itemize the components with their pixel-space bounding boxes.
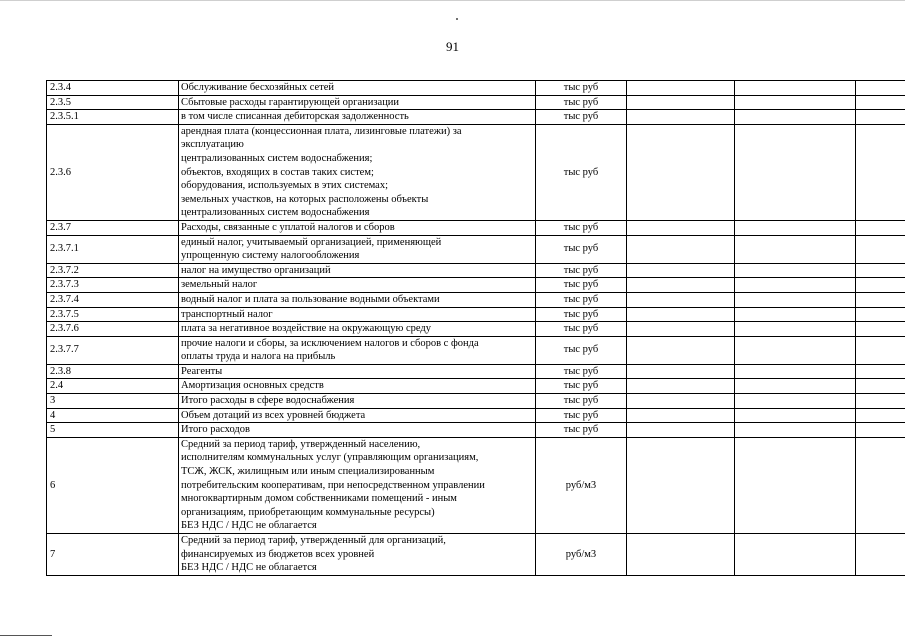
value-cell [735, 394, 856, 409]
row-number-cell: 2.3.7.5 [47, 307, 179, 322]
item-name-cell: земельный налог [179, 278, 536, 293]
unit-cell: тыс руб [536, 235, 627, 263]
unit-cell: тыс руб [536, 81, 627, 96]
row-number-cell: 2.3.7.4 [47, 292, 179, 307]
unit-cell: тыс руб [536, 336, 627, 364]
unit-cell: тыс руб [536, 423, 627, 438]
value-cell [856, 379, 905, 394]
table-row [47, 322, 905, 337]
value-cell [856, 423, 905, 438]
unit-cell: тыс руб [536, 124, 627, 220]
value-cell [735, 235, 856, 263]
row-number-cell: 2.3.7.1 [47, 235, 179, 263]
value-cell [627, 423, 735, 438]
value-cell [627, 307, 735, 322]
unit-cell: тыс руб [536, 95, 627, 110]
row-number-cell: 4 [47, 408, 179, 423]
value-cell [735, 95, 856, 110]
value-cell [856, 95, 905, 110]
row-number-cell: 2.3.7 [47, 220, 179, 235]
table-row [47, 379, 905, 394]
item-name-cell: Средний за период тариф, утвержденный для организаций, финансируемых из бюджетов всех уровней БЕЗ НДС / НДС не облагается [179, 534, 536, 576]
row-number-cell: 2.3.7.2 [47, 263, 179, 278]
row-number-cell: 6 [47, 437, 179, 533]
row-number-cell: 2.3.6 [47, 124, 179, 220]
table-row [47, 110, 905, 125]
value-cell [627, 263, 735, 278]
value-cell [735, 220, 856, 235]
table-row [47, 534, 905, 576]
row-number-cell: 2.3.5 [47, 95, 179, 110]
row-number-cell: 2.3.4 [47, 81, 179, 96]
value-cell [627, 235, 735, 263]
row-number-cell: 2.3.7.7 [47, 336, 179, 364]
unit-cell: тыс руб [536, 263, 627, 278]
item-name-cell: Сбытовые расходы гарантирующей организации [179, 95, 536, 110]
value-cell [627, 110, 735, 125]
value-cell [735, 408, 856, 423]
value-cell [856, 220, 905, 235]
unit-cell: тыс руб [536, 307, 627, 322]
value-cell [627, 364, 735, 379]
value-cell [627, 220, 735, 235]
table-row [47, 263, 905, 278]
value-cell [627, 437, 735, 533]
table-row [47, 235, 905, 263]
page-number: 91 [446, 39, 459, 54]
table-row [47, 437, 905, 533]
value-cell [735, 110, 856, 125]
unit-cell: тыс руб [536, 379, 627, 394]
value-cell [627, 95, 735, 110]
value-cell [856, 292, 905, 307]
value-cell [627, 278, 735, 293]
table-row [47, 336, 905, 364]
item-name-cell: Итого расходов [179, 423, 536, 438]
value-cell [627, 534, 735, 576]
item-name-cell: арендная плата (концессионная плата, лизинговые платежи) за эксплуатацию централизованных систем водоснабжения; объектов, входящих в состав таких систем; оборудования, используемых в этих системах; земельных участков, на которых расположены объекты централизованных систем водоснабжения [179, 124, 536, 220]
value-cell [735, 263, 856, 278]
item-name-cell: транспортный налог [179, 307, 536, 322]
table-row [47, 124, 905, 220]
item-name-cell: водный налог и плата за пользование водными объектами [179, 292, 536, 307]
unit-cell: тыс руб [536, 394, 627, 409]
value-cell [627, 322, 735, 337]
value-cell [735, 379, 856, 394]
data-table [46, 80, 905, 576]
scan-artifact [456, 18, 458, 20]
table-row [47, 220, 905, 235]
row-number-cell: 2.3.7.6 [47, 322, 179, 337]
value-cell [735, 278, 856, 293]
value-cell [856, 364, 905, 379]
value-cell [627, 336, 735, 364]
unit-cell: тыс руб [536, 364, 627, 379]
value-cell [627, 81, 735, 96]
row-number-cell: 3 [47, 394, 179, 409]
table-row [47, 95, 905, 110]
value-cell [735, 81, 856, 96]
value-cell [856, 322, 905, 337]
value-cell [735, 292, 856, 307]
value-cell [856, 408, 905, 423]
value-cell [856, 307, 905, 322]
item-name-cell: Обслуживание бесхозяйных сетей [179, 81, 536, 96]
value-cell [856, 534, 905, 576]
value-cell [735, 534, 856, 576]
table-row [47, 423, 905, 438]
row-number-cell: 2.3.7.3 [47, 278, 179, 293]
value-cell [856, 235, 905, 263]
item-name-cell: плата за негативное воздействие на окружающую среду [179, 322, 536, 337]
unit-cell: тыс руб [536, 220, 627, 235]
item-name-cell: Итого расходы в сфере водоснабжения [179, 394, 536, 409]
value-cell [627, 379, 735, 394]
value-cell [735, 423, 856, 438]
item-name-cell: Средний за период тариф, утвержденный населению, исполнителям коммунальных услуг (управляющим организациям, ТСЖ, ЖСК, жилищным или иным специализированным потребительским кооперативам, при непосредственном управлении многоквартирным домом собственниками помещений - иным организациям, приобретающим коммунальные ресурсы) БЕЗ НДС / НДС не облагается [179, 437, 536, 533]
value-cell [856, 263, 905, 278]
table-row [47, 81, 905, 96]
table-row [47, 292, 905, 307]
value-cell [735, 336, 856, 364]
value-cell [735, 124, 856, 220]
row-number-cell: 2.3.8 [47, 364, 179, 379]
value-cell [627, 124, 735, 220]
item-name-cell: Амортизация основных средств [179, 379, 536, 394]
item-name-cell: Реагенты [179, 364, 536, 379]
value-cell [856, 278, 905, 293]
item-name-cell: единый налог, учитываемый организацией, применяющей упрощенную систему налогообложения [179, 235, 536, 263]
value-cell [856, 336, 905, 364]
scan-top-edge [0, 0, 905, 1]
value-cell [856, 124, 905, 220]
table-row [47, 408, 905, 423]
table-row [47, 394, 905, 409]
table-row [47, 364, 905, 379]
value-cell [856, 394, 905, 409]
row-number-cell: 2.4 [47, 379, 179, 394]
item-name-cell: в том числе списанная дебиторская задолженность [179, 110, 536, 125]
value-cell [856, 110, 905, 125]
scan-bottom-mark [0, 635, 52, 636]
value-cell [856, 437, 905, 533]
unit-cell: тыс руб [536, 278, 627, 293]
unit-cell: руб/м3 [536, 534, 627, 576]
value-cell [627, 292, 735, 307]
table-row [47, 278, 905, 293]
value-cell [735, 322, 856, 337]
value-cell [856, 81, 905, 96]
item-name-cell: Расходы, связанные с уплатой налогов и сборов [179, 220, 536, 235]
row-number-cell: 7 [47, 534, 179, 576]
value-cell [735, 437, 856, 533]
table-row [47, 307, 905, 322]
unit-cell: тыс руб [536, 110, 627, 125]
table-body [47, 81, 905, 576]
value-cell [735, 307, 856, 322]
row-number-cell: 5 [47, 423, 179, 438]
value-cell [627, 408, 735, 423]
item-name-cell: Объем дотаций из всех уровней бюджета [179, 408, 536, 423]
row-number-cell: 2.3.5.1 [47, 110, 179, 125]
unit-cell: тыс руб [536, 322, 627, 337]
unit-cell: руб/м3 [536, 437, 627, 533]
unit-cell: тыс руб [536, 292, 627, 307]
item-name-cell: прочие налоги и сборы, за исключением налогов и сборов с фонда оплаты труда и налога на прибыль [179, 336, 536, 364]
item-name-cell: налог на имущество организаций [179, 263, 536, 278]
value-cell [735, 364, 856, 379]
value-cell [627, 394, 735, 409]
unit-cell: тыс руб [536, 408, 627, 423]
